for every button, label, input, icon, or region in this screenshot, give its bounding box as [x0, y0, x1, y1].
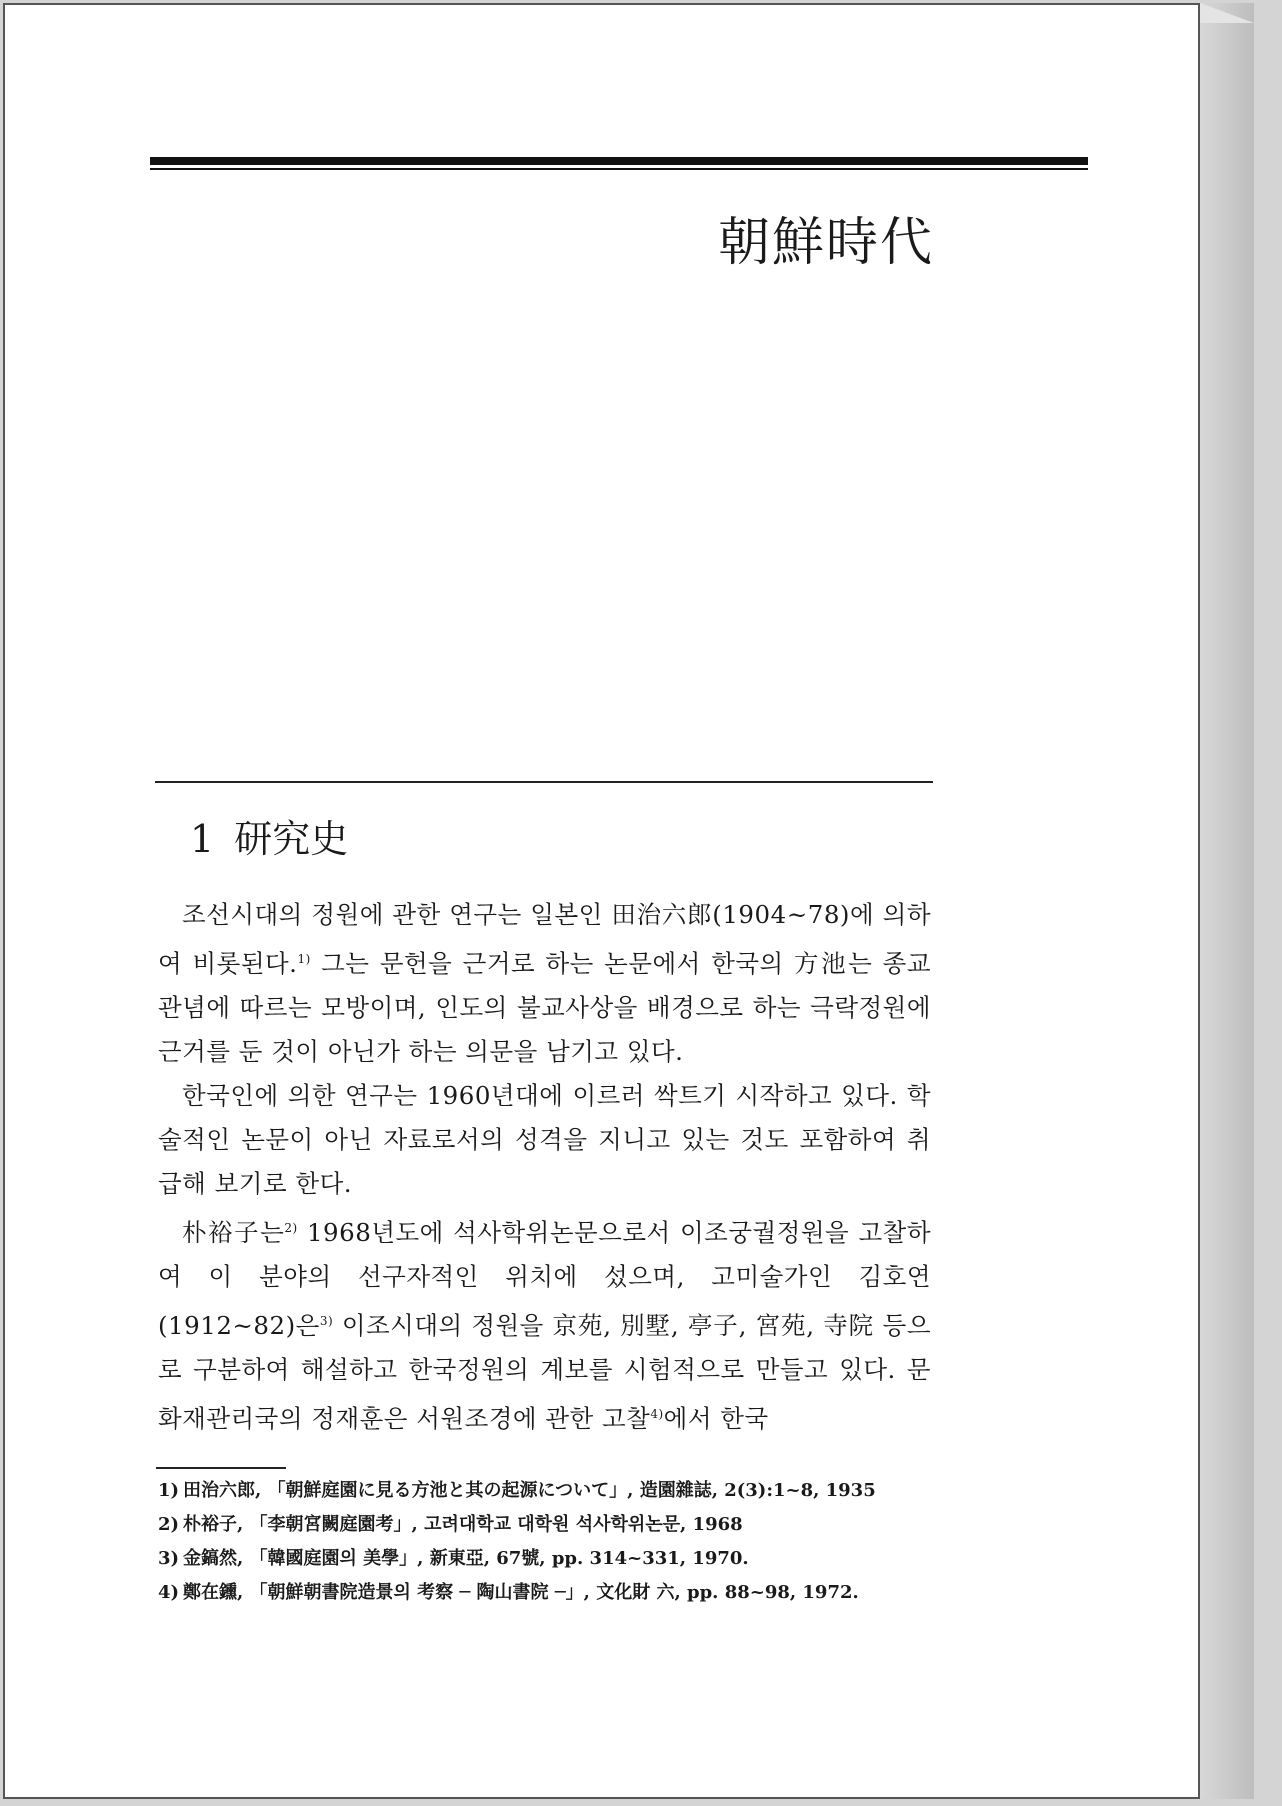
footnotes: [158, 1474, 933, 1610]
section-rule: [155, 781, 933, 783]
chapter-title: 朝鮮時代: [717, 213, 934, 273]
footnote-text: 田治六郎, 「朝鮮庭園に見る方池と其の起源について」, 造園雜誌, 2(3):1~8, 1935: [183, 1480, 876, 1501]
footnote-text: 金鎬然, 「韓國庭園의 美學」, 新東亞, 67號, pp. 314~331, 1970.: [183, 1548, 749, 1569]
footnote-number: 3): [158, 1548, 180, 1569]
paragraph-text: 에서 한국: [663, 1404, 769, 1434]
paragraph: [158, 1074, 931, 1206]
footnote-rule: [156, 1467, 286, 1469]
footnote: [158, 1576, 933, 1610]
footnote-ref: 3): [319, 1314, 334, 1329]
section-heading: [190, 808, 348, 863]
footnote: [158, 1474, 933, 1508]
chapter-rule-thick: [150, 157, 1088, 165]
paragraph-text: 그는 문헌을 근거로 하는 논문에서 한국의 方池는 종교관념에 따르는 모방이며, 인도의 불교사상을 배경으로 하는 극락정원에 근거를 둔 것이 아닌가 하는 의문을 남기고 있다.: [158, 949, 931, 1067]
book-spine-edge: [1200, 3, 1254, 1799]
paragraph: [158, 893, 931, 1074]
footnote-number: 2): [158, 1514, 180, 1535]
paragraph-text: 이조시대의 정원을 京苑, 別墅, 亭子, 宮苑, 寺院 등으로 구분하여 해설하고 한국정원의 계보를 시험적으로 만들고 있다. 문화재관리국의 정재훈은 서원조경에 관한 고찰: [158, 1311, 931, 1434]
chapter-rule-thin: [150, 168, 1088, 170]
footnote: [158, 1508, 933, 1542]
body-text: [158, 893, 931, 1442]
section-number: 1: [190, 817, 215, 861]
footnote-number: 1): [158, 1480, 180, 1501]
section-title: 研究史: [234, 817, 349, 861]
footnote: [158, 1542, 933, 1576]
paragraph-text: 조선시대의 정원에 관한 연구는 일본인 田治六郎(1904~78)에 의하여 비롯된다.: [158, 900, 931, 979]
footnote-ref: 4): [650, 1407, 664, 1422]
footnote-ref: 1): [297, 952, 311, 966]
footnote-number: 4): [158, 1582, 180, 1603]
paragraph-text: 朴裕子는: [182, 1218, 285, 1248]
paragraph: [158, 1206, 931, 1441]
footnote-text: 鄭在鑂, 「朝鮮朝書院造景의 考察 ─ 陶山書院 ─」, 文化財 六, pp. 88~98, 1972.: [183, 1582, 859, 1603]
paragraph-text: 한국인에 의한 연구는 1960년대에 이르러 싹트기 시작하고 있다. 학술적인 논문이 아닌 자료로서의 성격을 지니고 있는 것도 포함하여 취급해 보기로 한다.: [158, 1081, 931, 1199]
paragraph-text: 1968년도에 석사학위논문으로서 이조궁궐정원을 고찰하여 이 분야의 선구자적인 위치에 섰으며, 고미술가인 김호연(1912~82)은: [158, 1218, 931, 1341]
footnote-text: 朴裕子, 「李朝宮闕庭園考」, 고려대학교 대학원 석사학위논문, 1968: [183, 1514, 743, 1535]
footnote-ref: 2): [284, 1221, 298, 1236]
